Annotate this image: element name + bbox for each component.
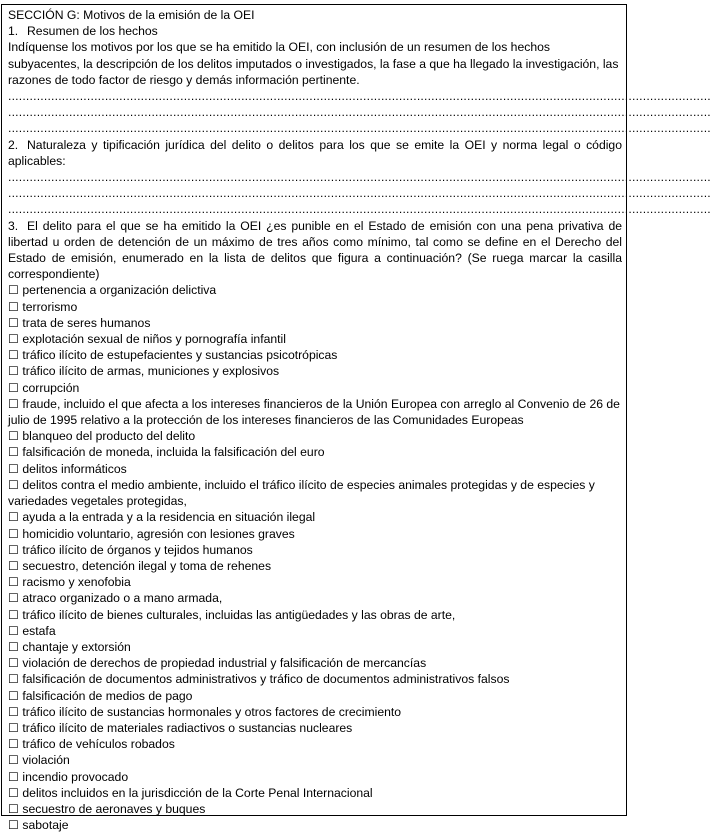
checkbox-icon[interactable]: ☐ xyxy=(8,429,19,444)
offence-option-label: homicidio voluntario, agresión con lesiones graves xyxy=(22,526,295,541)
offence-option[interactable] xyxy=(8,428,622,444)
checkbox-icon[interactable]: ☐ xyxy=(8,575,19,590)
offence-option-label: pertenencia a organización delictiva xyxy=(22,283,217,298)
offence-option-label: sabotaje xyxy=(22,818,69,833)
offence-option-label: violación xyxy=(22,753,70,768)
offence-option-label: tráfico ilícito de órganos y tejidos humanos xyxy=(22,542,253,557)
offence-option[interactable] xyxy=(8,607,622,623)
checkbox-icon[interactable]: ☐ xyxy=(8,704,19,719)
offence-option-label: falsificación de moneda, incluida la falsificación del euro xyxy=(22,445,325,460)
checkbox-icon[interactable]: ☐ xyxy=(8,639,19,654)
offence-option-label: delitos incluidos en la jurisdicción de la Corte Penal Internacional xyxy=(22,785,373,800)
checkbox-icon[interactable]: ☐ xyxy=(8,656,19,671)
checkbox-icon[interactable]: ☐ xyxy=(8,542,19,557)
offence-option-label: estafa xyxy=(22,623,56,638)
q3-question xyxy=(8,218,622,283)
checkbox-icon[interactable]: ☐ xyxy=(8,769,19,784)
offence-option[interactable] xyxy=(8,736,622,752)
offence-option[interactable] xyxy=(8,574,622,590)
checkbox-icon[interactable]: ☐ xyxy=(8,510,19,525)
offence-option-label: ayuda a la entrada y a la residencia en situación ilegal xyxy=(22,510,316,525)
offence-option-label: falsificación de medios de pago xyxy=(22,688,193,703)
offence-option[interactable] xyxy=(8,671,622,687)
q1-answer-line[interactable]: .................................................................................................................................................................................................... xyxy=(8,105,711,120)
checkbox-icon[interactable]: ☐ xyxy=(8,348,19,363)
offence-option[interactable] xyxy=(8,380,622,396)
checkbox-icon[interactable]: ☐ xyxy=(8,623,19,638)
checkbox-icon[interactable]: ☐ xyxy=(8,477,19,492)
checkbox-icon[interactable]: ☐ xyxy=(8,753,19,768)
offence-option-label: chantaje y extorsión xyxy=(22,639,131,654)
q2-answer-line[interactable]: .................................................................................................................................................................................................... xyxy=(8,202,711,217)
q1-heading: Resumen de los hechos xyxy=(27,24,158,39)
offence-checkbox-list xyxy=(8,282,622,833)
offence-option-label: trata de seres humanos xyxy=(22,315,151,330)
checkbox-icon[interactable]: ☐ xyxy=(8,526,19,541)
offence-option-label: delitos informáticos xyxy=(22,461,127,476)
offence-option-label: terrorismo xyxy=(22,299,78,314)
checkbox-icon[interactable]: ☐ xyxy=(8,461,19,476)
offence-option[interactable] xyxy=(8,315,622,331)
offence-option[interactable] xyxy=(8,347,622,363)
checkbox-icon[interactable]: ☐ xyxy=(8,785,19,800)
offence-option-label: explotación sexual de niños y pornografía infantil xyxy=(22,332,286,347)
checkbox-icon[interactable]: ☐ xyxy=(8,332,19,347)
offence-option[interactable] xyxy=(8,526,622,542)
offence-option-label: delitos contra el medio ambiente, incluido el tráfico ilícito de especies animales protegidas y de especies y variedades vegetales protegidas, xyxy=(8,477,595,509)
offence-option-label: violación de derechos de propiedad industrial y falsificación de mercancías xyxy=(22,656,427,671)
checkbox-icon[interactable]: ☐ xyxy=(8,818,19,833)
offence-option[interactable] xyxy=(8,590,622,606)
offence-option[interactable] xyxy=(8,363,622,379)
q2-question xyxy=(8,137,622,169)
offence-option-label: tráfico ilícito de estupefacientes y sustancias psicotrópicas xyxy=(22,348,338,363)
checkbox-icon[interactable]: ☐ xyxy=(8,737,19,752)
offence-option[interactable] xyxy=(8,639,622,655)
offence-option-label: incendio provocado xyxy=(22,769,129,784)
q1-instructions: Indíquense los motivos por los que se ha emitido la OEI, con inclusión de un resumen de los hechos subyacentes, la descripción de los delitos imputados o investigados, la fase a que ha llegado la investigación, las razones de todo factor de riesgo y demás información pertinente. xyxy=(8,40,619,87)
offence-option-label: secuestro, detención ilegal y toma de rehenes xyxy=(22,558,272,573)
offence-option[interactable] xyxy=(8,558,622,574)
offence-option-label: corrupción xyxy=(22,380,80,395)
q2-text: Naturaleza y tipificación jurídica del delito o delitos para los que se emite la OEI y norma legal o código aplicables: xyxy=(8,137,622,168)
offence-option-label: tráfico ilícito de bienes culturales, incluidas las antigüedades y las obras de arte, xyxy=(22,607,456,622)
checkbox-icon[interactable]: ☐ xyxy=(8,672,19,687)
checkbox-icon[interactable]: ☐ xyxy=(8,315,19,330)
offence-option-label: racismo y xenofobia xyxy=(22,575,131,590)
offence-option[interactable] xyxy=(8,444,622,460)
offence-option-label: tráfico ilícito de materiales radiactivos o sustancias nucleares xyxy=(22,720,353,735)
offence-option-label: fraude, incluido el que afecta a los intereses financieros de la Unión Europea con arreglo al Convenio de 26 de julio de 1995 relativo a la protección de los intereses financieros de las Comunidades Europeas xyxy=(8,396,620,428)
offence-option-label: tráfico ilícito de sustancias hormonales y otros factores de crecimiento xyxy=(22,704,402,719)
checkbox-icon[interactable]: ☐ xyxy=(8,591,19,606)
checkbox-icon[interactable]: ☐ xyxy=(8,801,19,816)
offence-option[interactable] xyxy=(8,817,622,833)
offence-option-label: secuestro de aeronaves y buques xyxy=(22,801,206,816)
checkbox-icon[interactable]: ☐ xyxy=(8,445,19,460)
offence-option[interactable] xyxy=(8,769,622,785)
checkbox-icon[interactable]: ☐ xyxy=(8,558,19,573)
checkbox-icon[interactable]: ☐ xyxy=(8,299,19,314)
q1-number: 1. xyxy=(8,24,19,39)
checkbox-icon[interactable]: ☐ xyxy=(8,380,19,395)
offence-option[interactable] xyxy=(8,477,622,509)
checkbox-icon[interactable]: ☐ xyxy=(8,283,19,298)
offence-option[interactable] xyxy=(8,396,622,428)
q3-text: El delito para el que se ha emitido la OEI ¿es punible en el Estado de emisión con una pena privativa de libertad u orden de detención de un máximo de tres años como mínimo, tal como se define en el Derecho del Estado de emisión, enumerado en la lista de delitos que figura a continuación? (Se ruega marcar la casilla correspondiente) xyxy=(8,218,622,282)
checkbox-icon[interactable]: ☐ xyxy=(8,607,19,622)
offence-option[interactable] xyxy=(8,542,622,558)
q2-answer-line[interactable]: .................................................................................................................................................................................................... xyxy=(8,186,711,201)
q1-answer-line[interactable]: .................................................................................................................................................................................................... xyxy=(8,121,711,136)
offence-option[interactable] xyxy=(8,331,622,347)
offence-option[interactable] xyxy=(8,461,622,477)
offence-option[interactable] xyxy=(8,655,622,671)
offence-option[interactable] xyxy=(8,623,622,639)
q2-number: 2. xyxy=(8,137,19,152)
offence-option[interactable] xyxy=(8,785,622,801)
offence-option[interactable] xyxy=(8,801,622,817)
q1-answer-line[interactable]: .................................................................................................................................................................................................... xyxy=(8,89,711,104)
offence-option-label: atraco organizado o a mano armada, xyxy=(22,591,223,606)
offence-option-label: blanqueo del producto del delito xyxy=(22,429,196,444)
q1-heading-row xyxy=(8,23,622,39)
offence-option[interactable] xyxy=(8,509,622,525)
checkbox-icon[interactable]: ☐ xyxy=(8,720,19,735)
checkbox-icon[interactable]: ☐ xyxy=(8,364,19,379)
offence-option-label: tráfico de vehículos robados xyxy=(22,737,175,752)
checkbox-icon[interactable]: ☐ xyxy=(8,688,19,703)
offence-option-label: tráfico ilícito de armas, municiones y explosivos xyxy=(22,364,280,379)
section-g-form xyxy=(1,4,711,833)
q3-number: 3. xyxy=(8,218,19,233)
offence-option[interactable] xyxy=(8,720,622,736)
offence-option[interactable] xyxy=(8,752,622,768)
offence-option[interactable] xyxy=(8,282,622,298)
q2-answer-line[interactable]: .................................................................................................................................................................................................... xyxy=(8,170,711,185)
offence-option[interactable] xyxy=(8,299,622,315)
offence-option-label: falsificación de documentos administrativos y tráfico de documentos administrativos falsos xyxy=(22,672,510,687)
offence-option[interactable] xyxy=(8,688,622,704)
offence-option[interactable] xyxy=(8,704,622,720)
checkbox-icon[interactable]: ☐ xyxy=(8,396,19,411)
section-title: SECCIÓN G: Motivos de la emisión de la OEI xyxy=(8,8,255,22)
